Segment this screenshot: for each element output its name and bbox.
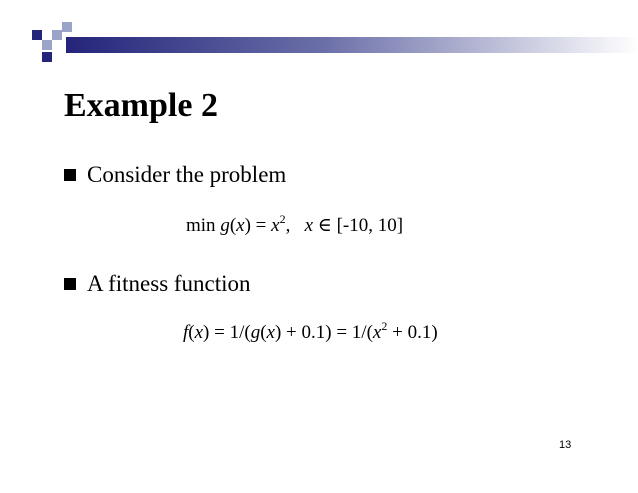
- page-number: 13: [559, 439, 572, 451]
- equation-problem: $\min g(x) = x^2$, x ∈ [-10, 10]: [186, 212, 404, 236]
- header-square: [32, 30, 42, 40]
- square-bullet-icon: [64, 278, 76, 290]
- equation-fitness: $f(x) = 1/(g(x) + 0.1) = 1/(x^2 + 0.1)$: [183, 319, 438, 343]
- bullet-item: [64, 161, 286, 189]
- header-square: [52, 30, 62, 40]
- square-bullet-icon: [64, 169, 76, 181]
- slide-title: Example 2: [64, 87, 218, 124]
- header-square: [42, 40, 52, 50]
- header-square: [62, 22, 72, 32]
- header-square: [42, 52, 52, 62]
- header-decoration: [0, 0, 638, 70]
- bullet-text: A fitness function: [87, 271, 251, 296]
- bullet-item: [64, 270, 251, 298]
- header-gradient-bar: [66, 37, 638, 53]
- bullet-text: Consider the problem: [87, 162, 287, 187]
